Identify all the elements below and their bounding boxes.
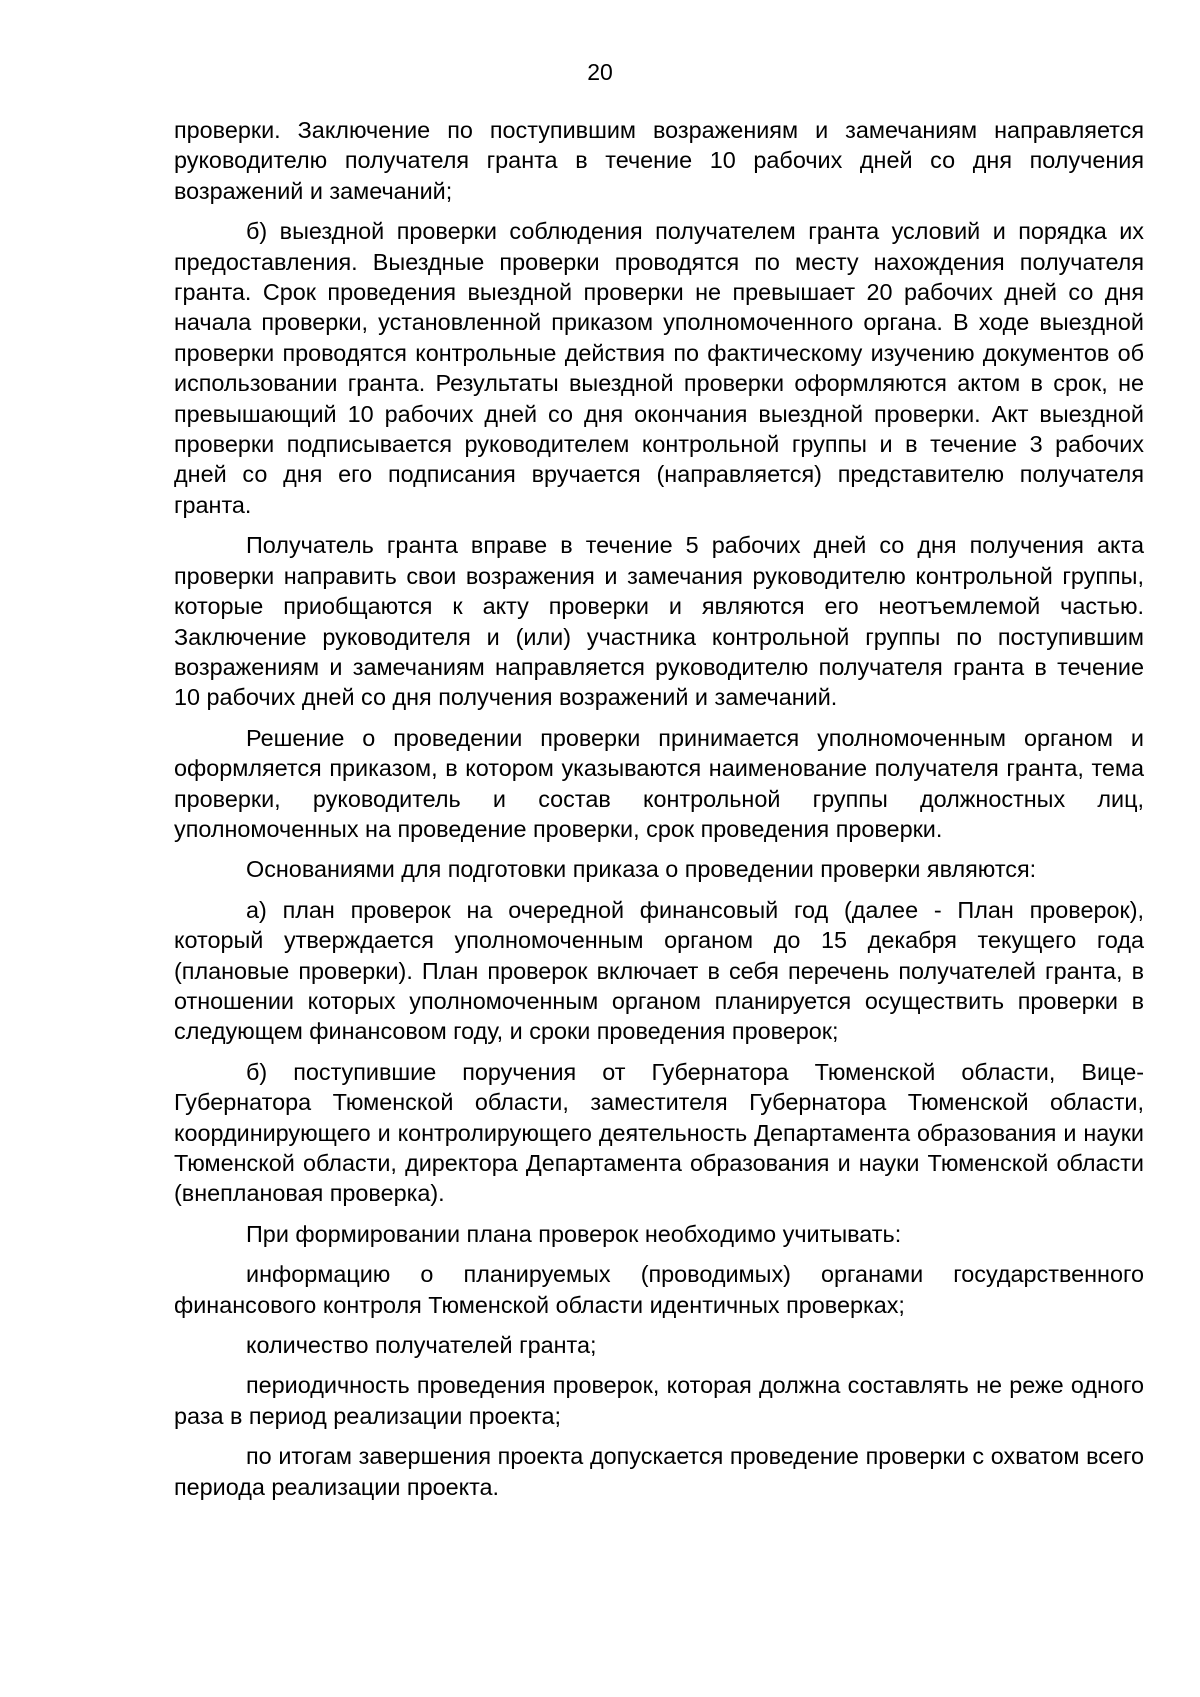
paragraph-plan-item-info: информацию о планируемых (проводимых) органами государственного финансового контроля Тюменской области идентичных проверках; [174, 1261, 1144, 1318]
paragraph-continuation: проверки. Заключение по поступившим возражениям и замечаниям направляется руководителю получателя гранта в течение 10 рабочих дней со дня получения возражений и замечаний; [174, 117, 1144, 204]
paragraph-inspection-decision: Решение о проведении проверки принимается уполномоченным органом и оформляется приказом, в котором указываются наименование получателя гранта, тема проверки, руководитель и состав контрольной группы должностных лиц, уполномоченных на проведение проверки, срок проведения проверки. [174, 724, 1144, 842]
paragraph-objections: Получатель гранта вправе в течение 5 рабочих дней со дня получения акта проверки направить свои возражения и замечания руководителю контрольной группы, которые приобщаются к акту проверки и являются его неотъемлемой частью. Заключение руководителя и (или) участника контрольной группы по поступившим возражениям и замечаниям направляется руководителю получателя гранта в течение 10 рабочих дней со дня получения возражений и замечаний. [174, 532, 1144, 711]
paragraph-plan-item-frequency: периодичность проведения проверок, которая должна составлять не реже одного раза в период реализации проекта; [174, 1372, 1144, 1429]
paragraph-grounds-intro: Основаниями для подготовки приказа о проведении проверки являются: [246, 856, 1037, 883]
page-number: 20 [587, 59, 613, 85]
paragraph-plan-item-count: количество получателей гранта; [246, 1332, 597, 1359]
paragraph-plan-item-final: по итогам завершения проекта допускается проведение проверки с охватом всего периода реализации проекта. [174, 1443, 1144, 1500]
paragraph-onsite-inspection: б) выездной проверки соблюдения получателем гранта условий и порядка их предоставления. Выездные проверки проводятся по месту нахождения получателя гранта. Срок проведения выездной проверки не превышает 20 рабочих дней со дня начала проверки, установленной приказом уполномоченного органа. В ходе выездной проверки проводятся контрольные действия по фактическому изучению документов об использовании гранта. Результаты выездной проверки оформляются актом в срок, не превышающий 10 рабочих дней со дня окончания выездной проверки. Акт выездной проверки подписывается руководителем контрольной группы и в течение 3 рабочих дней со дня его подписания вручается (направляется) представителю получателя гранта. [174, 218, 1144, 518]
paragraph-plan-intro: При формировании плана проверок необходимо учитывать: [246, 1220, 902, 1247]
document-body [174, 115, 1144, 1512]
paragraph-ground-b: б) поступившие поручения от Губернатора Тюменской области, Вице-Губернатора Тюменской области, заместителя Губернатора Тюменской области, координирующего и контролирующего деятельность Департамента образования и науки Тюменской области, директора Департамента образования и науки Тюменской области (внеплановая проверка). [174, 1058, 1144, 1207]
paragraph-ground-a: а) план проверок на очередной финансовый год (далее - План проверок), который утверждается уполномоченным органом до 15 декабря текущего года (плановые проверки). План проверок включает в себя перечень получателей гранта, в отношении которых уполномоченным органом планируется осуществить проверки в следующем финансовом году, и сроки проведения проверок; [174, 896, 1144, 1045]
